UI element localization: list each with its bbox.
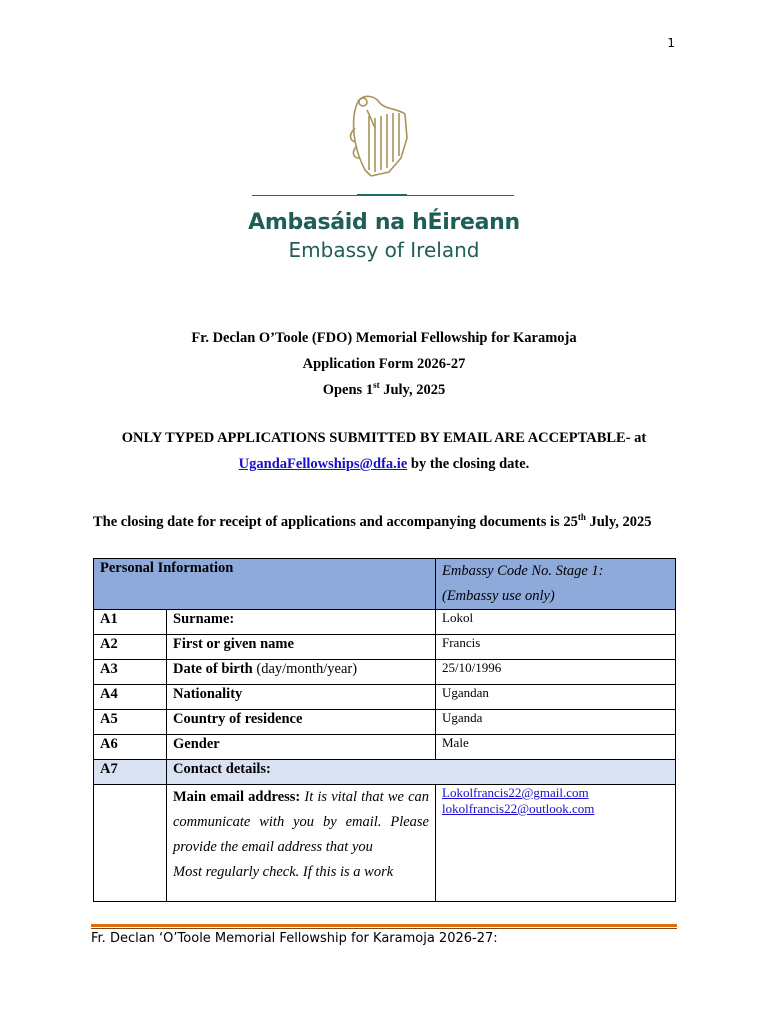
- page-footer: Fr. Declan ‘O’Toole Memorial Fellowship for Karamoja 2026-27:: [91, 931, 498, 946]
- opening-date: Opens 1st July, 2025: [322, 380, 446, 398]
- table-header-row: [94, 559, 676, 610]
- fellowship-email-link[interactable]: UgandaFellowships@dfa.ie: [238, 456, 408, 472]
- gender-value[interactable]: Male: [436, 735, 676, 760]
- letterhead-rule: [252, 195, 514, 196]
- footer-rule-thin: [91, 928, 677, 929]
- embassy-name-english: Embassy of Ireland: [288, 238, 480, 262]
- table-row: A2 First or given name Francis: [94, 635, 676, 660]
- date-of-birth-value[interactable]: 25/10/1996: [436, 660, 676, 685]
- table-row: A6 Gender Male: [94, 735, 676, 760]
- nationality-value[interactable]: Ugandan: [436, 685, 676, 710]
- document-title: Fr. Declan O’Toole (FDO) Memorial Fellowship for Karamoja: [191, 330, 577, 346]
- email-values: [436, 785, 676, 902]
- submission-notice: ONLY TYPED APPLICATIONS SUBMITTED BY EMAIL ARE ACCEPTABLE- at: [121, 430, 647, 446]
- embassy-code-cell: Embassy Code No. Stage 1: (Embassy use only): [436, 559, 676, 610]
- table-row: A5 Country of residence Uganda: [94, 710, 676, 735]
- surname-value[interactable]: Lokol: [436, 610, 676, 635]
- embassy-name-irish: Ambasáid na hÉireann: [248, 210, 520, 235]
- table-row: A1 Surname: Lokol: [94, 610, 676, 635]
- form-title: Application Form 2026-27: [302, 356, 466, 372]
- first-name-value[interactable]: Francis: [436, 635, 676, 660]
- secondary-email-link[interactable]: lokolfrancis22@outlook.com: [442, 801, 595, 816]
- submission-notice-line2: UgandaFellowships@dfa.ie by the closing date.: [238, 456, 530, 472]
- footer-rule: [91, 924, 677, 927]
- email-row: Main email address: It is vital that we can communicate with you by email. Please provide the email address that you Most regularly check. If this is a work Lokolfrancis22@gmail.com lokolfrancis22@outlook.com: [94, 785, 676, 902]
- primary-email-link[interactable]: Lokolfrancis22@gmail.com: [442, 785, 589, 800]
- page-number: 1: [667, 36, 675, 50]
- harp-crest-icon: [345, 88, 417, 182]
- personal-information-table: [93, 558, 676, 902]
- country-of-residence-value[interactable]: Uganda: [436, 710, 676, 735]
- table-row: A4 Nationality Ugandan: [94, 685, 676, 710]
- table-row: A3 Date of birth (day/month/year) 25/10/1996: [94, 660, 676, 685]
- section-heading: Personal Information: [94, 559, 436, 610]
- closing-date-statement: The closing date for receipt of applications and accompanying documents is 25th July, 2025: [93, 512, 652, 530]
- contact-details-row: A7 Contact details:: [94, 760, 676, 785]
